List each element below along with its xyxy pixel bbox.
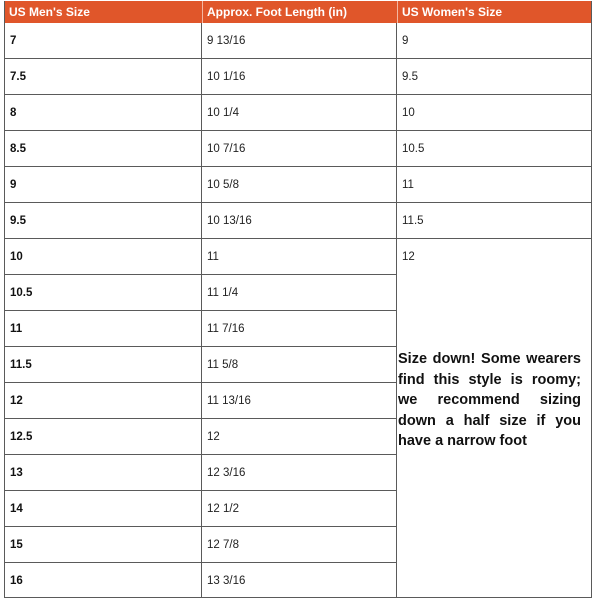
size-down-note: Size down! Some wearers find this style is roomy; we recommend sizing down a half size if you have a narrow foot	[398, 351, 581, 449]
mens-size-cell: 12	[10, 395, 23, 407]
table-row	[5, 239, 591, 275]
mens-size-cell: 9.5	[10, 215, 26, 227]
mens-size-cell: 11.5	[10, 359, 32, 371]
table-row	[5, 203, 591, 239]
foot-length-cell: 12 3/16	[207, 467, 246, 479]
womens-size-cell: 11.5	[402, 215, 424, 227]
womens-size-cell	[397, 311, 591, 347]
foot-length-cell: 10 1/4	[207, 107, 239, 119]
table-row	[5, 563, 591, 599]
mens-size-cell: 12.5	[10, 431, 33, 443]
womens-size-cell	[397, 563, 591, 599]
table-row	[5, 23, 591, 59]
womens-size-cell	[397, 455, 591, 491]
foot-length-cell: 11 13/16	[207, 395, 251, 407]
mens-size-cell: 8	[10, 107, 17, 119]
table-row	[5, 167, 591, 203]
mens-size-cell: 7	[10, 35, 17, 47]
table-row	[5, 95, 591, 131]
foot-length-cell: 11 5/8	[207, 359, 239, 371]
foot-length-cell: 11 1/4	[207, 287, 239, 299]
foot-length-cell: 12	[207, 431, 220, 443]
mens-size-cell: 16	[10, 575, 23, 587]
womens-size-cell: 9.5	[402, 71, 418, 83]
column-divider	[396, 23, 397, 597]
womens-size-cell: 11	[402, 179, 414, 191]
womens-size-cell	[397, 527, 591, 563]
womens-size-cell	[397, 491, 591, 527]
womens-size-cell: 10	[402, 107, 415, 119]
mens-size-cell: 9	[10, 179, 17, 191]
mens-size-cell: 14	[10, 503, 23, 515]
mens-size-cell: 11	[10, 323, 23, 335]
foot-length-cell: 10 13/16	[207, 215, 252, 227]
foot-length-cell: 10 1/16	[207, 71, 246, 83]
foot-length-cell: 13 3/16	[207, 575, 246, 587]
mens-size-cell: 10.5	[10, 287, 33, 299]
size-chart-table	[4, 1, 592, 598]
foot-length-cell: 10 5/8	[207, 179, 239, 191]
table-row	[5, 311, 591, 347]
foot-length-cell: 11	[207, 251, 219, 263]
foot-length-cell: 12 7/8	[207, 539, 239, 551]
foot-length-cell: 11 7/16	[207, 323, 245, 335]
header-foot-length: Approx. Foot Length (in)	[202, 1, 397, 23]
header-mens-size: US Men's Size	[9, 5, 90, 19]
header-womens-size: US Women's Size	[397, 1, 591, 23]
mens-size-cell: 13	[10, 467, 23, 479]
womens-size-cell: 9	[402, 35, 409, 47]
table-row	[5, 59, 591, 95]
table-header	[5, 1, 591, 23]
table-row	[5, 131, 591, 167]
table-row	[5, 491, 591, 527]
foot-length-cell: 12 1/2	[207, 503, 239, 515]
table-row	[5, 527, 591, 563]
mens-size-cell: 8.5	[10, 143, 26, 155]
womens-size-cell: 10.5	[402, 143, 425, 155]
mens-size-cell: 10	[10, 251, 23, 263]
mens-size-cell: 7.5	[10, 71, 26, 83]
column-divider	[201, 23, 202, 597]
table-row	[5, 455, 591, 491]
mens-size-cell: 15	[10, 539, 23, 551]
womens-size-cell: 12	[402, 251, 415, 263]
foot-length-cell: 9 13/16	[207, 35, 246, 47]
table-row	[5, 275, 591, 311]
womens-size-cell	[397, 275, 591, 311]
foot-length-cell: 10 7/16	[207, 143, 246, 155]
